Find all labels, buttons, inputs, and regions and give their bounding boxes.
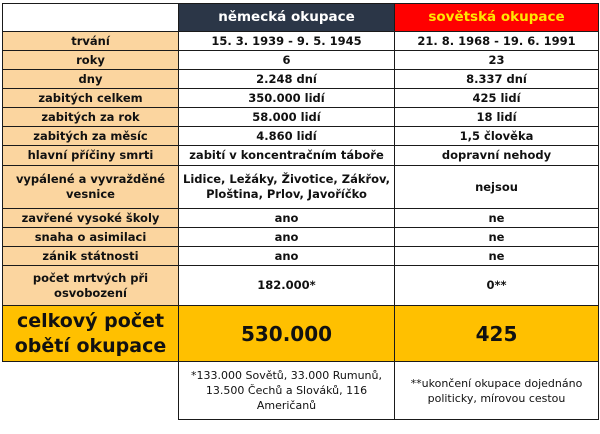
header-corner <box>3 4 179 32</box>
soviet-value: nejsou <box>395 166 599 209</box>
table-row <box>3 32 599 51</box>
soviet-value: dopravní nehody <box>395 146 599 166</box>
german-value: 182.000* <box>179 266 395 306</box>
table-row <box>3 127 599 146</box>
german-value: 6 <box>179 51 395 70</box>
footnote-corner <box>3 362 179 420</box>
row-label: roky <box>3 51 179 70</box>
row-label: hlavní příčiny smrti <box>3 146 179 166</box>
total-victims-label: celkový počet obětí okupace <box>3 306 179 362</box>
soviet-value: 0** <box>395 266 599 306</box>
german-value: 4.860 lidí <box>179 127 395 146</box>
row-label: zavřené vysoké školy <box>3 209 179 228</box>
soviet-value: 21. 8. 1968 - 19. 6. 1991 <box>395 32 599 51</box>
german-value: ano <box>179 209 395 228</box>
row-label: vypálené a vyvražděné vesnice <box>3 166 179 209</box>
row-label: zabitých celkem <box>3 89 179 108</box>
german-value: 350.000 lidí <box>179 89 395 108</box>
footnotes-row <box>3 362 599 420</box>
row-label: zánik státnosti <box>3 247 179 266</box>
row-label: počet mrtvých při osvobození <box>3 266 179 306</box>
footnote-german: *133.000 Sovětů, 33.000 Rumunů, 13.500 Čechů a Slováků, 116 Američanů <box>179 362 395 420</box>
header-row <box>3 4 599 32</box>
table-row <box>3 266 599 306</box>
occupation-comparison-table <box>2 3 599 420</box>
soviet-value: 18 lidí <box>395 108 599 127</box>
german-value: 58.000 lidí <box>179 108 395 127</box>
soviet-value: 23 <box>395 51 599 70</box>
row-label: dny <box>3 70 179 89</box>
german-value: 15. 3. 1939 - 9. 5. 1945 <box>179 32 395 51</box>
footnote-soviet: **ukončení okupace dojednáno politicky, mírovou cestou <box>395 362 599 420</box>
total-victims-german: 530.000 <box>179 306 395 362</box>
table-row <box>3 166 599 209</box>
header-soviet-occupation: sovětská okupace <box>395 4 599 32</box>
soviet-value: ne <box>395 247 599 266</box>
table-row <box>3 108 599 127</box>
german-value: Lidice, Ležáky, Životice, Zákřov, Ploština, Prlov, Javoříčko <box>179 166 395 209</box>
table-row <box>3 209 599 228</box>
german-value: zabití v koncentračním táboře <box>179 146 395 166</box>
table-row <box>3 247 599 266</box>
row-label: snaha o asimilaci <box>3 228 179 247</box>
table-row <box>3 146 599 166</box>
soviet-value: ne <box>395 228 599 247</box>
row-label: zabitých za rok <box>3 108 179 127</box>
table-row <box>3 228 599 247</box>
german-value: 2.248 dní <box>179 70 395 89</box>
table-row <box>3 89 599 108</box>
soviet-value: 425 lidí <box>395 89 599 108</box>
german-value: ano <box>179 228 395 247</box>
soviet-value: 8.337 dní <box>395 70 599 89</box>
row-label: trvání <box>3 32 179 51</box>
soviet-value: 1,5 člověka <box>395 127 599 146</box>
total-victims-row <box>3 306 599 362</box>
german-value: ano <box>179 247 395 266</box>
table-row <box>3 70 599 89</box>
row-label: zabitých za měsíc <box>3 127 179 146</box>
header-german-occupation: německá okupace <box>179 4 395 32</box>
total-victims-soviet: 425 <box>395 306 599 362</box>
soviet-value: ne <box>395 209 599 228</box>
table-row <box>3 51 599 70</box>
